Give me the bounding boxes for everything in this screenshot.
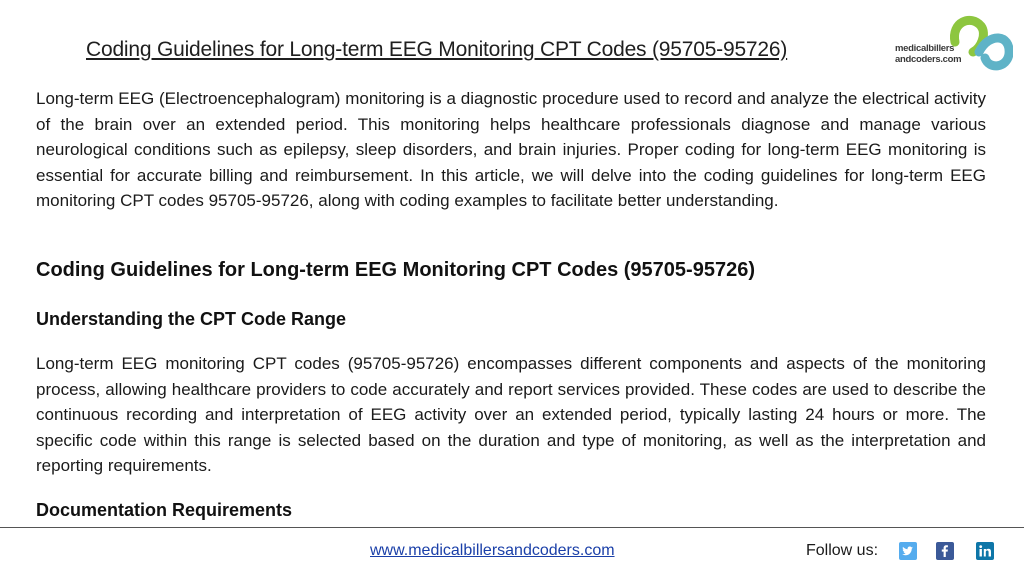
- facebook-icon[interactable]: [936, 542, 954, 560]
- logo-text-line2: andcoders.com: [895, 54, 962, 65]
- subheading-documentation: Documentation Requirements: [36, 500, 293, 520]
- linkedin-icon[interactable]: [976, 542, 994, 560]
- section-heading: Coding Guidelines for Long-term EEG Monitoring CPT Codes (95705-95726): [36, 259, 755, 281]
- cpt-range-paragraph: Long-term EEG monitoring CPT codes (95705-95726) encompasses different components and aspects of the monitoring process, allowing healthcare providers to code accurately and report services provided. These codes are used to describe the continuous recording and interpretation of EEG activity over an extended period, typically lasting 24 hours or more. The specific code within this range is selected based on the duration and type of monitoring, as well as the interpretation and reporting requirements.: [36, 354, 986, 475]
- logo-text-line1: medicalbillers: [895, 43, 955, 54]
- follow-us-label: Follow us:: [806, 542, 879, 559]
- website-link[interactable]: www.medicalbillersandcoders.com: [370, 542, 615, 559]
- page-title: Coding Guidelines for Long-term EEG Monitoring CPT Codes (95705-95726): [86, 38, 788, 61]
- footer-divider: [0, 527, 1024, 528]
- subheading-cpt-code-range: Understanding the CPT Code Range: [36, 309, 347, 329]
- company-logo: [893, 12, 1013, 72]
- intro-paragraph: Long-term EEG (Electroencephalogram) monitoring is a diagnostic procedure used to record and analyze the electrical activity of the brain over an extended period. This monitoring helps healthcare professionals diagnose and manage various neurological conditions such as epilepsy, sleep disorders, and brain injuries. Proper coding for long-term EEG monitoring is essential for accurate billing and reimbursement. In this article, we will delve into the coding guidelines for long-term EEG monitoring CPT codes 95705-95726, along with coding examples to facilitate better understanding.: [36, 89, 986, 210]
- twitter-icon[interactable]: [899, 542, 917, 560]
